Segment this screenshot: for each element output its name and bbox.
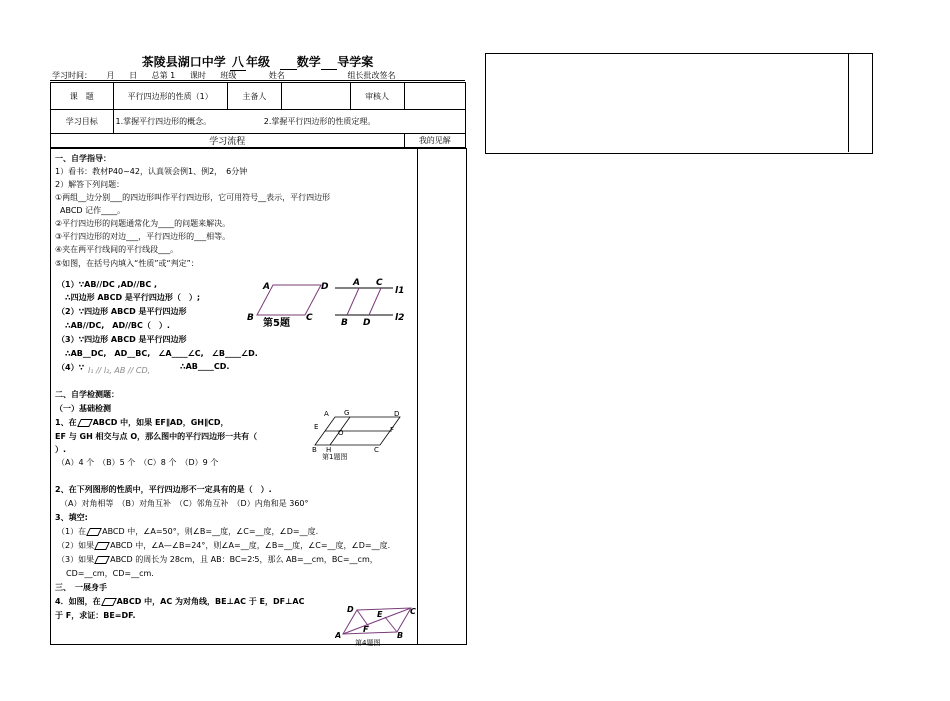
- test-2: 2、在下列图形的性质中，平行四边形不一定具有的是（ ）.: [55, 485, 272, 494]
- parallelogram-icon: [101, 598, 117, 606]
- fig4-label-e: E: [377, 610, 383, 619]
- section-1-title: 一、自学指导：: [55, 154, 111, 163]
- flow-label: 学习流程: [51, 134, 405, 148]
- meta-class: 班级: [220, 71, 237, 80]
- test-3-1: [57, 526, 318, 537]
- goal-value: [113, 110, 465, 134]
- right-answer-box[interactable]: [485, 53, 873, 154]
- prop-4-condition: l₁ // l₂, AB // CD,: [88, 366, 151, 375]
- question-5: ⑤如图，在括号内填入“性质”或“判定”：: [55, 259, 199, 268]
- fig1-label-b: B: [312, 446, 317, 454]
- fig1-label-c: C: [374, 446, 379, 454]
- meta-name: 姓名: [268, 71, 285, 80]
- test-3-2-text: ABCD 中，∠A—∠B=24°，则∠A=__度，∠B=__度，∠C=__度，∠D=__度.: [110, 541, 391, 550]
- fig5-label-a: A: [263, 282, 270, 292]
- test-1c: ）.: [55, 445, 67, 454]
- subject: 数学: [296, 55, 321, 69]
- test-3-2-prefix: （2）如果: [57, 541, 95, 550]
- parallelogram-icon: [77, 419, 93, 427]
- preparer-label: 主备人: [227, 83, 281, 110]
- test-3-3a: [57, 554, 378, 565]
- test-3-1-prefix: （1）在: [57, 527, 87, 536]
- test-3-1-text: ABCD 中，∠A=50°，则∠B=__度，∠C=__度，∠D=__度.: [102, 527, 319, 536]
- meta-day: 日: [129, 71, 138, 80]
- test-1a: [55, 417, 228, 428]
- reviewer-label: 审核人: [350, 83, 404, 110]
- meta-time: 学习时间：: [52, 71, 92, 80]
- prop-4b: ∴AB____CD.: [180, 362, 230, 371]
- fig1-caption: 第1题图: [322, 453, 348, 460]
- instruction-2: 2）解答下列问题：: [55, 180, 125, 189]
- meta-total: 总第 1: [151, 71, 176, 80]
- info-table: [50, 82, 466, 148]
- test-3: 3、填空:: [55, 513, 88, 522]
- preparer-value[interactable]: [281, 83, 350, 110]
- right-box-divider: [848, 53, 849, 152]
- test-1b: EF 与 GH 相交与点 O，那么图中的平行四边形一共有（: [55, 432, 258, 441]
- question-4: ④夹在两平行线间的平行线段___。: [55, 245, 179, 254]
- section-3-title: 三、 一展身手: [55, 583, 107, 592]
- title-suffix: 导学案: [337, 55, 374, 69]
- figure-1: [310, 405, 410, 460]
- fig5b-label-l1: l1: [395, 286, 405, 296]
- subject-blank-2: [321, 55, 338, 70]
- test-3-2: [57, 540, 390, 551]
- parallelogram-icon: [94, 556, 110, 564]
- section-2-title: 二、自学检测题：: [55, 390, 119, 399]
- fig1-label-a: A: [324, 410, 329, 418]
- fig1-label-g: G: [344, 409, 350, 417]
- subject-blank: [280, 55, 297, 70]
- fig5-label-c: C: [306, 313, 313, 323]
- grade: 八: [231, 55, 244, 69]
- meta-period: 课时: [189, 71, 206, 80]
- fig4-label-c: C: [410, 607, 416, 616]
- fig1-label-d: D: [394, 410, 400, 418]
- test-1-text: ABCD 中，如果 EF∥AD，GH∥CD，: [92, 418, 229, 427]
- topic-label: 课 题: [51, 83, 114, 110]
- prop-1b: ∴四边形 ABCD 是平行四边形（ ）;: [65, 293, 201, 302]
- figure-4: [335, 600, 420, 646]
- test-4b: 于 F，求证：BE=DF.: [55, 611, 136, 620]
- opinion-label: 我的见解: [404, 134, 465, 148]
- question-2: ②平行四边形的问题通常化为____的问题来解决。: [55, 219, 231, 228]
- prop-4a: （4）∵: [57, 363, 85, 372]
- prop-2b: ∴AB//DC, AD//BC（ ）.: [65, 321, 170, 330]
- fig5-label-d: D: [321, 282, 329, 292]
- opinion-section[interactable]: [416, 148, 467, 645]
- parallelogram-icon: [86, 528, 102, 536]
- test-3-3-text: ABCD 的周长为 28cm，且 AB：BC=2∶5，那么 AB=__cm，BC=__cm，: [110, 555, 378, 564]
- fig5b-label-c: C: [376, 278, 383, 288]
- fig1-label-h: H: [326, 446, 332, 454]
- figure-5: [243, 275, 413, 330]
- fig4-caption: 第4题图: [355, 639, 381, 646]
- question-1b: ABCD 记作____。: [60, 206, 126, 215]
- question-3: ③平行四边形的对边___，平行四边形的___相等。: [55, 232, 231, 241]
- goal-label: 学习目标: [51, 110, 114, 134]
- fig5-label-b: B: [247, 313, 254, 323]
- fig1-label-e: E: [314, 423, 319, 431]
- fig4-label-f: F: [363, 625, 369, 634]
- topic-value: 平行四边形的性质（1）: [113, 83, 227, 110]
- fig5-caption: 第5题: [263, 318, 290, 329]
- question-1a: ①两组__边分别___的四边形叫作平行四边形，它可用符号__表示，平行四边形: [55, 193, 331, 202]
- fig4-label-b: B: [397, 631, 404, 640]
- test-1-prefix: 1、在: [55, 418, 77, 427]
- test-1-options: （A）4 个 （B）5 个 （C）8 个 （D）9 个: [57, 458, 219, 467]
- test-2-options: （A）对角相等 （B）对角互补 （C）邻角互补 （D）内角和是 360°: [60, 499, 309, 508]
- fig5b-label-l2: l2: [395, 313, 405, 323]
- fig1-label-f: F: [390, 426, 395, 434]
- fig4-label-d: D: [347, 605, 354, 614]
- test-3-3-prefix: （3）如果: [57, 555, 95, 564]
- goal-2: 2.掌握平行四边形的性质定理。: [263, 117, 376, 126]
- fig5b-label-a: A: [353, 278, 360, 288]
- goal-1: 1.掌握平行四边形的概念。: [115, 117, 212, 126]
- grade-suffix: 年级: [245, 55, 270, 69]
- fig4-label-a: A: [335, 631, 342, 640]
- prop-3a: （3）∵四边形 ABCD 是平行四边形: [57, 335, 187, 344]
- test-4a: [55, 596, 304, 607]
- test-4-prefix: 4．如图，在: [55, 597, 101, 606]
- meta-leader: 组长批改签名: [347, 71, 396, 80]
- divider: [50, 80, 465, 81]
- parallelogram-icon: [94, 542, 110, 550]
- page-title: [50, 53, 465, 71]
- meta-month: 月: [106, 71, 115, 80]
- reviewer-value[interactable]: [404, 83, 465, 110]
- section-2-sub: （一）基础检测: [55, 404, 111, 413]
- test-3-3b: CD=__cm，CD=__cm.: [66, 569, 154, 578]
- fig5b-label-b: B: [341, 318, 348, 328]
- school-name: 茶陵县湖口中学: [141, 55, 226, 69]
- prop-2a: （2）∵四边形 ABCD 是平行四边形: [57, 307, 187, 316]
- prop-3b: ∴AB__DC, AD__BC, ∠A____∠C, ∠B____∠D.: [65, 349, 258, 358]
- instruction-1: 1）看书：教材P40~42，认真领会例1、例2， 6分钟: [55, 167, 248, 176]
- prop-1a: （1）∵AB//DC ,AD//BC ,: [57, 280, 158, 289]
- fig1-label-o: O: [338, 429, 344, 437]
- fig5b-label-d: D: [363, 318, 371, 328]
- test-4-text: ABCD 中，AC 为对角线，BE⊥AC 于 E，DF⊥AC: [116, 597, 305, 606]
